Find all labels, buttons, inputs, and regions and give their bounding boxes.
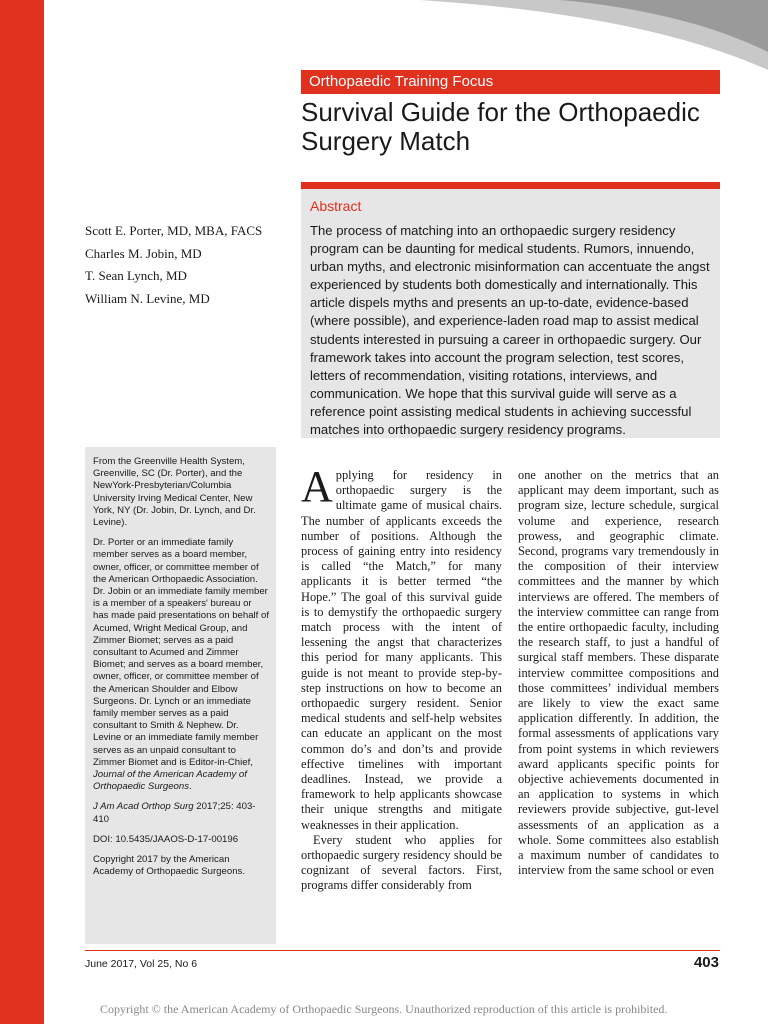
disclosures-end: . xyxy=(189,781,192,793)
page-number: 403 xyxy=(693,954,719,971)
author-list xyxy=(85,220,295,310)
issue-info: June 2017, Vol 25, No 6 xyxy=(85,958,198,970)
body-column-2 xyxy=(518,468,719,878)
header-swoosh-graphic xyxy=(0,0,768,70)
author-name: Charles M. Jobin, MD xyxy=(85,245,202,261)
footer-rule xyxy=(85,950,720,951)
drop-cap: A xyxy=(301,462,333,511)
citation-journal: J Am Acad Orthop Surg xyxy=(93,801,194,813)
abstract-box xyxy=(301,182,720,438)
disclosures-journal: Journal of the American Academy of Orthopaedic Surgeons xyxy=(93,769,247,793)
author-name: William N. Levine, MD xyxy=(85,290,210,306)
author-info-sidebar xyxy=(85,447,276,944)
col1-p1-text: pplying for residency in orthopaedic surgery is the ultimate game of musical chairs. The number of applicants exceeds the number of positions. Although the process of gaining entry into residency is called “the Match,” for many applicants it is better termed “the Hope.” The goal of this survival guide is to demystify the orthopaedic surgery match process with the intent of lessening the angst that characterizes this period for many applicants. This guide is not meant to provide step-by-step instructions on how to become an orthopaedic surgery resident. Senior medical students and self-help websites can educate an applicant on the most common do’s and don’ts and provide effective timelines with important deadlines. Instead, we provide a framework to help applicants showcase their unique strengths and mitigate weaknesses in their application. xyxy=(301,468,502,832)
left-accent-bar xyxy=(0,0,44,1024)
body-paragraph xyxy=(301,462,502,833)
article-title xyxy=(301,98,741,156)
citation-detail: 2017;25: 403-410 xyxy=(93,801,256,825)
doi: DOI: 10.5435/JAAOS-D-17-00196 xyxy=(93,833,239,845)
body-column-1 xyxy=(301,462,502,894)
affiliation-text: From the Greenville Health System, Greenville, SC (Dr. Porter), and the NewYork-Presbyterian/Columbia University Irving Medical Center, New York, NY (Dr. Jobin, Dr. Lynch, and Dr. Levine). xyxy=(93,456,256,529)
disclosures-main: Dr. Porter or an immediate family member serves as a board member, owner, officer, or committee member of the American Orthopaedic Association. Dr. Jobin or an immediate family member is a member of a speakers' bureau or has made paid presentations on behalf of Acumed, Wright Medical Group, and Zimmer Biomet; serves as a paid consultant to Acumed and Zimmer Biomet; and serves as a board member, owner, officer, or committee member of the American Shoulder and Elbow Surgeons. Dr. Lynch or an immediate family member serves as a paid consultant to Smith & Nephew. Dr. Levine or an immediate family member serves as an unpaid consultant to Zimmer Biomet and is Editor-in-Chief, xyxy=(93,537,270,768)
section-banner: Orthopaedic Training Focus xyxy=(301,70,720,94)
body-paragraph: one another on the metrics that an applicant may deem important, such as program size, lecture schedule, surgical volume and experience, research prowess, and geographic climate. Second, programs vary tremendously in the composition of their interview committees and the manner by which interviews are offered. The members of the interview committee can range from the entire orthopaedic faculty, including the research staff, to just a handful of surgical staff members. These disparate interview committee compositions and those committees’ individual members are likely to view the exact same application differently. In addition, the formal assessments of applications vary from point systems in which reviewers award applicants specific points for objective achievements documented in an application to systems in which reviewers provide subjective, gut-level assessments of an application as a whole. Some committees also establish a maximum number of candidates to interview from the same school or even xyxy=(518,468,719,878)
title-line-2: Surgery Match xyxy=(301,126,471,156)
citation xyxy=(93,801,269,825)
disclosures-text xyxy=(93,537,269,793)
abstract-heading: Abstract xyxy=(310,198,362,214)
title-line-1: Survival Guide for the Orthopaedic xyxy=(301,97,700,127)
author-name: T. Sean Lynch, MD xyxy=(85,268,187,283)
author-name: Scott E. Porter, MD, MBA, FACS xyxy=(85,223,263,238)
copyright-text: Copyright 2017 by the American Academy of Orthopaedic Surgeons. xyxy=(93,854,245,878)
body-paragraph: Every student who applies for orthopaedic surgery residency should be cognizant of several factors. First, programs differ considerably from xyxy=(301,832,502,893)
copyright-notice: Copyright © the American Academy of Orthopaedic Surgeons. Unauthorized reproduction of this article is prohibited. xyxy=(100,1002,668,1016)
abstract-text: The process of matching into an orthopaedic surgery residency program can be daunting for medical students. Rumors, innuendo, urban myths, and electronic misinformation can accentuate the angst experienced by students both domestically and internationally. This article dispels myths and presents an up-to-date, evidence-based (where possible), and experience-laden road map to assist medical students interested in pursuing a career in orthopaedic surgery. Our framework takes into account the program selection, test scores, letters of recommendation, visiting rotations, interviews, and communication. We hope that this survival guide will serve as a reference point assisting medical students in achieving successful matches into orthopaedic surgery residency programs. xyxy=(310,223,710,438)
